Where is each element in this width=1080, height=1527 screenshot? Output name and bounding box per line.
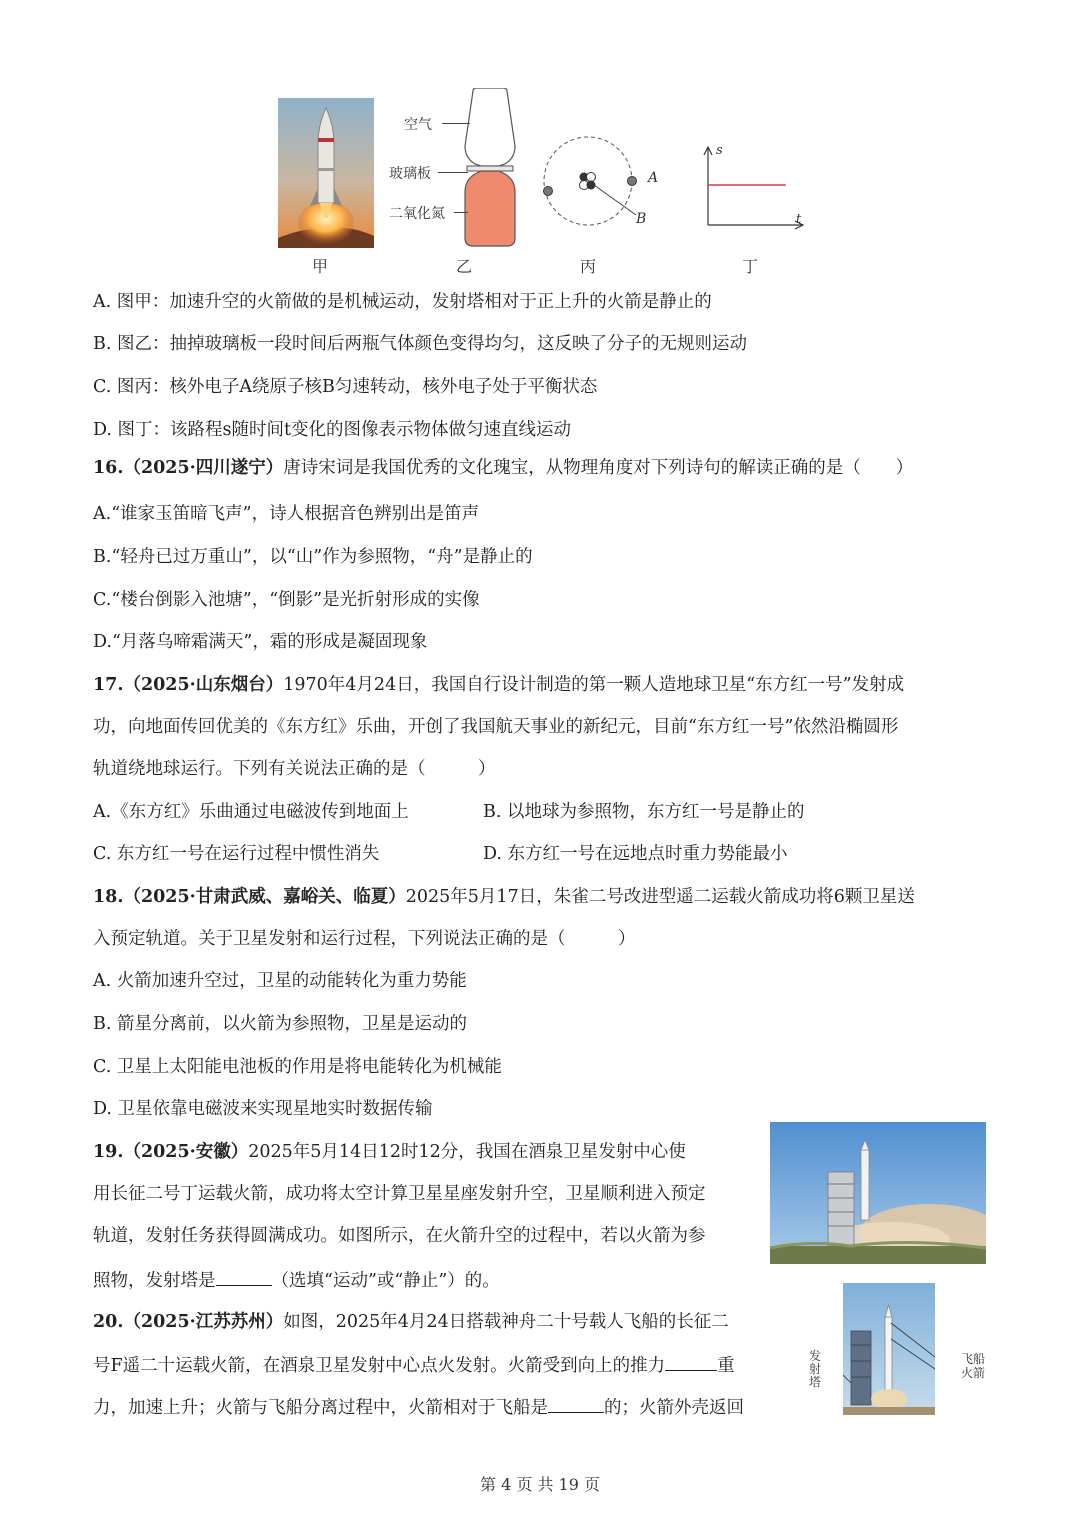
q19-number: 19. [93, 1142, 124, 1162]
q18-option-b: B. 箭星分离前，以火箭为参照物，卫星是运动的 [93, 1014, 467, 1034]
label-rocket: 火箭 [961, 1366, 986, 1380]
q15-option-b: B. 图乙：抽掉玻璃板一段时间后两瓶气体颜色变得均匀，这反映了分子的无规则运动 [93, 334, 747, 354]
q20-blank-force[interactable] [665, 1352, 717, 1371]
q17-option-a: A.《东方红》乐曲通过电磁波传到地面上 [93, 802, 409, 822]
figure-caption-ding: 丁 [742, 257, 759, 276]
q17-stem-text-1: 1970年4月24日，我国自行设计制造的第一颗人造地球卫星“东方红一号”发射成 [283, 675, 905, 695]
q18-stem-line-1 [93, 885, 915, 909]
q18-source: （2025·甘肃武威、嘉峪关、临夏） [123, 887, 406, 907]
q17-option-d: D. 东方红一号在远地点时重力势能最小 [483, 844, 788, 864]
q20-launch-photo [843, 1283, 935, 1415]
q15-option-a: A. 图甲：加速升空的火箭做的是机械运动，发射塔相对于正上升的火箭是静止的 [93, 292, 712, 312]
q19-stem-line-3: 轨道，发射任务获得圆满成功。如图所示，在火箭升空的过程中，若以火箭为参 [93, 1226, 706, 1246]
q20-line2-post: 重 [717, 1356, 735, 1376]
q16-option-b: B.“轻舟已过万重山”，以“山”作为参照物，“舟”是静止的 [93, 547, 533, 567]
q19-answer-blank[interactable] [216, 1267, 272, 1286]
q19-stem-line-2: 用长征二号丁运载火箭，成功将太空计算卫星星座发射升空，卫星顺利进入预定 [93, 1184, 706, 1204]
q16-option-a: A.“谁家玉笛暗飞声”，诗人根据音色辨别出是笛声 [93, 504, 480, 524]
q16-option-c: C.“楼台倒影入池塘”，“倒影”是光折射形成的实像 [93, 590, 480, 610]
q18-option-a: A. 火箭加速升空过，卫星的动能转化为重力势能 [93, 971, 467, 991]
q19-stem-text-1: 2025年5月14日12时12分，我国在酒泉卫星发射中心使 [248, 1142, 686, 1162]
q19-last-pre: 照物，发射塔是 [93, 1271, 216, 1291]
q15-option-c: C. 图丙：核外电子A绕原子核B匀速转动，核外电子处于平衡状态 [93, 377, 598, 397]
q19-launch-photo [770, 1122, 986, 1264]
q20-number: 20. [93, 1312, 124, 1332]
q19-stem-line-4 [93, 1267, 500, 1293]
leader-line-air [442, 123, 470, 124]
label-glass-plate: 玻璃板 [389, 166, 431, 182]
label-nucleus-b: B [636, 211, 647, 227]
q17-number: 17. [93, 675, 124, 695]
label-launch-tower: 发射塔 [809, 1349, 822, 1389]
q19-stem-line-1 [93, 1140, 686, 1164]
q20-source: （2025·江苏苏州） [123, 1312, 284, 1332]
q16-number: 16. [93, 458, 124, 478]
q17-option-c: C. 东方红一号在运行过程中惯性消失 [93, 844, 380, 864]
q17-source: （2025·山东烟台） [123, 675, 284, 695]
figure-jia-rocket-photo [278, 98, 374, 248]
q20-line3-post: 的；火箭外壳返回 [604, 1398, 744, 1418]
label-electron-a: A [648, 170, 659, 186]
q16-option-d: D.“月落乌啼霜满天”，霜的形成是凝固现象 [93, 632, 428, 652]
q19-last-post: （选填“运动”或“静止”）的。 [271, 1271, 500, 1291]
figure-ding-st-graph [698, 145, 808, 230]
label-axis-s: s [716, 143, 723, 158]
q20-stem-line-3 [93, 1394, 744, 1420]
q18-option-d: D. 卫星依靠电磁波来实现星地实时数据传输 [93, 1099, 433, 1119]
q19-source: （2025·安徽） [123, 1142, 249, 1162]
figure-caption-bing: 丙 [580, 257, 597, 276]
q15-option-d: D. 图丁：该路程s随时间t变化的图像表示物体做匀速直线运动 [93, 420, 572, 440]
q17-stem-line-1 [93, 673, 904, 697]
q16-stem [93, 456, 913, 480]
figure-yi-gas-bottles [455, 88, 525, 250]
leader-line-glass [438, 172, 468, 173]
q18-stem-text-1: 2025年5月17日，朱雀二号改进型遥二运载火箭成功将6颗卫星送 [405, 887, 915, 907]
q18-number: 18. [93, 887, 124, 907]
q17-stem-line-3: 轨道绕地球运行。下列有关说法正确的是（ ） [93, 759, 496, 779]
q20-blank-motion[interactable] [548, 1394, 604, 1413]
label-spaceship: 飞船 [961, 1352, 986, 1366]
q16-source: （2025·四川遂宁） [123, 458, 284, 478]
q18-option-c: C. 卫星上太阳能电池板的作用是将电能转化为机械能 [93, 1057, 502, 1077]
q18-stem-line-2: 入预定轨道。关于卫星发射和运行过程，下列说法正确的是（ ） [93, 929, 636, 949]
q20-stem-line-2 [93, 1352, 735, 1378]
q16-stem-text: 唐诗宋词是我国优秀的文化瑰宝，从物理角度对下列诗句的解读正确的是（ ） [283, 458, 914, 478]
figure-caption-yi: 乙 [456, 257, 473, 276]
label-air: 空气 [404, 117, 432, 133]
label-no2: 二氧化氮 [389, 206, 445, 222]
q17-stem-line-2: 功，向地面传回优美的《东方红》乐曲，开创了我国航天事业的新纪元，目前“东方红一号”依然沿椭圆形 [93, 717, 899, 737]
leader-line-no2 [454, 212, 468, 213]
q20-stem-text-1: 如图，2025年4月24日搭载神舟二十号载人飞船的长征二 [283, 1312, 729, 1332]
q20-line2-pre: 号F遥二十运载火箭，在酒泉卫星发射中心点火发射。火箭受到向上的推力 [93, 1356, 666, 1376]
label-axis-t: t [796, 212, 802, 227]
q20-line3-pre: 力，加速上升；火箭与飞船分离过程中，火箭相对于飞船是 [93, 1398, 548, 1418]
q17-option-b: B. 以地球为参照物，东方红一号是静止的 [483, 802, 805, 822]
q20-stem-line-1 [93, 1310, 729, 1334]
page-footer: 第 4 页 共 19 页 [480, 1475, 600, 1494]
figure-caption-jia: 甲 [312, 257, 329, 276]
